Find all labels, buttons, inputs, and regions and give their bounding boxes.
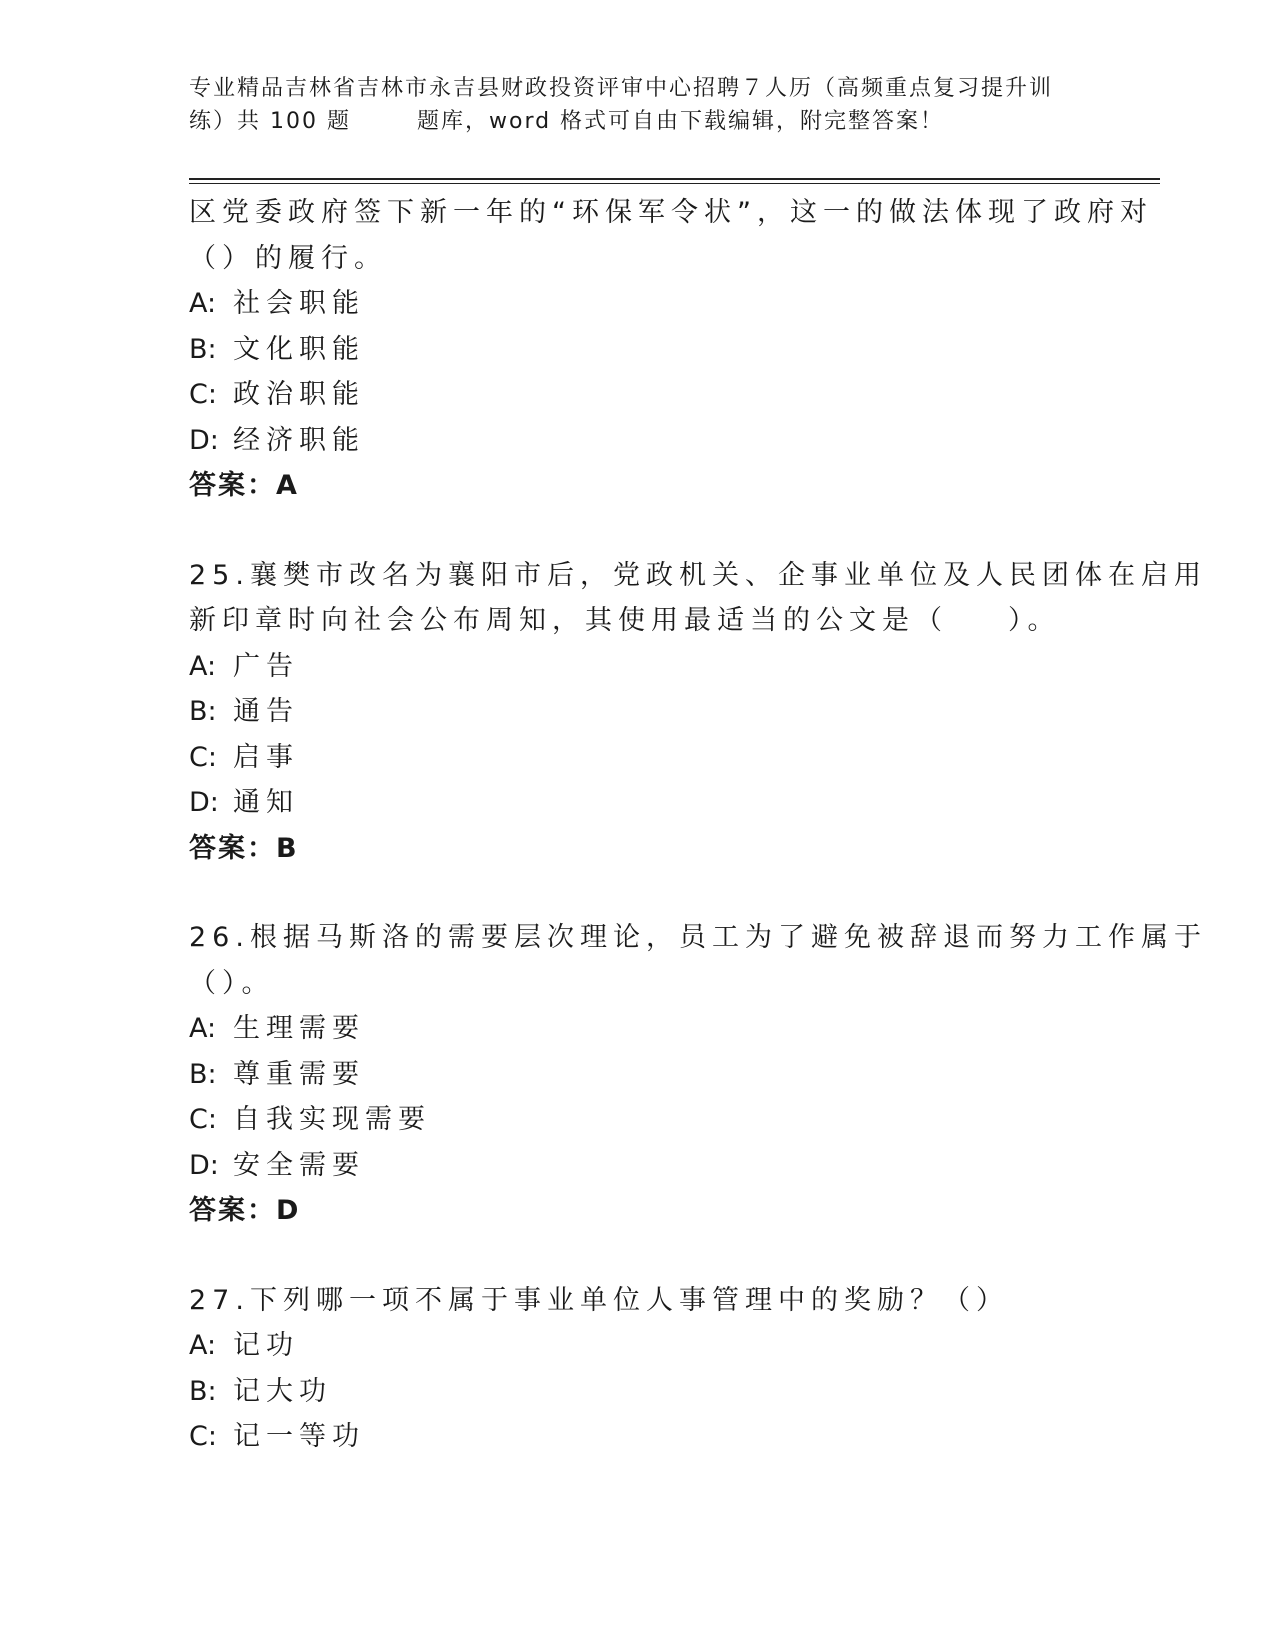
option-c	[189, 1097, 1089, 1143]
option-text: 文化职能	[233, 333, 365, 365]
option-letter: C:	[189, 1104, 217, 1135]
question-stem: 27.下列哪一项不属于事业单位人事管理中的奖励？（）	[189, 1284, 1009, 1316]
option-text: 记一等功	[233, 1421, 365, 1452]
header-title-line-2	[189, 105, 1109, 138]
option-text: 自我实现需要	[233, 1104, 431, 1135]
option-text: 记功	[233, 1330, 299, 1361]
option-a	[189, 1006, 1089, 1052]
answer-line: 答案：D	[189, 1195, 301, 1226]
question-stem: 25.襄樊市改名为襄阳市后，党政机关、企事业单位及人民团体在启用	[189, 559, 1207, 591]
option-letter: B:	[189, 1375, 217, 1407]
option-text: 启事	[233, 741, 299, 773]
option-a	[189, 644, 1089, 690]
option-b	[189, 327, 1089, 373]
option-d	[189, 418, 1089, 464]
option-letter: A:	[189, 1013, 217, 1044]
option-letter: A:	[189, 1330, 217, 1361]
option-text: 通告	[233, 696, 299, 727]
question-stem-continued: （）。	[189, 967, 275, 999]
option-letter: D:	[189, 787, 219, 818]
answer-line: 答案：B	[189, 832, 299, 864]
option-letter: B:	[189, 1058, 217, 1090]
option-letter: D:	[189, 424, 219, 456]
option-text: 安全需要	[233, 1149, 365, 1181]
option-c	[189, 372, 1089, 418]
option-b	[189, 689, 1089, 735]
question-stem: 26.根据马斯洛的需要层次理论，员工为了避免被辞退而努力工作属于	[189, 922, 1207, 953]
question-block	[189, 553, 1207, 872]
option-text: 生理需要	[233, 1013, 365, 1044]
option-b	[189, 1369, 1089, 1415]
option-c	[189, 735, 1089, 781]
option-text: 政治职能	[233, 379, 365, 410]
answer-line: 答案：A	[189, 470, 299, 501]
question-block	[189, 190, 1153, 509]
option-text: 记大功	[233, 1375, 332, 1407]
header-title-line-1: 专业精品吉林省吉林市永吉县财政投资评审中心招聘７人历（高频重点复习提升训	[189, 76, 1054, 101]
question-stem-continued: （）的履行。	[189, 242, 387, 274]
header-divider-thin	[189, 183, 1160, 184]
header-divider-thick	[189, 178, 1160, 180]
option-letter: B:	[189, 696, 217, 727]
option-c	[189, 1414, 1089, 1460]
option-text: 广告	[233, 650, 299, 682]
option-a	[189, 1323, 1089, 1369]
question-block	[189, 915, 1207, 1234]
option-d	[189, 1143, 1089, 1189]
option-text: 社会职能	[233, 288, 365, 319]
question-stem-continued	[189, 598, 1089, 644]
question-stem: 区党委政府签下新一年的“环保军令状”，这一的做法体现了政府对	[189, 197, 1153, 228]
option-text: 尊重需要	[233, 1058, 365, 1090]
option-letter: B:	[189, 333, 217, 365]
option-letter: D:	[189, 1149, 219, 1181]
option-b	[189, 1052, 1089, 1098]
question-stem-text: ）。	[1008, 605, 1061, 636]
header-question-count: 练）共 100 题	[189, 109, 351, 134]
question-stem-text: 新印章时向社会公布周知，其使用最适当的公文是（	[189, 605, 948, 636]
option-letter: C:	[189, 379, 217, 410]
header-download-note: 题库，word 格式可自由下载编辑，附完整答案！	[416, 109, 945, 134]
option-letter: A:	[189, 650, 217, 682]
question-list	[189, 190, 1207, 1460]
option-letter: A:	[189, 288, 217, 319]
option-letter: C:	[189, 1421, 217, 1452]
option-a	[189, 281, 1089, 327]
option-text: 经济职能	[233, 424, 365, 456]
question-block	[189, 1278, 1089, 1460]
option-text: 通知	[233, 787, 299, 818]
document-header	[189, 72, 1109, 138]
option-d	[189, 780, 1089, 826]
option-letter: C:	[189, 741, 217, 773]
